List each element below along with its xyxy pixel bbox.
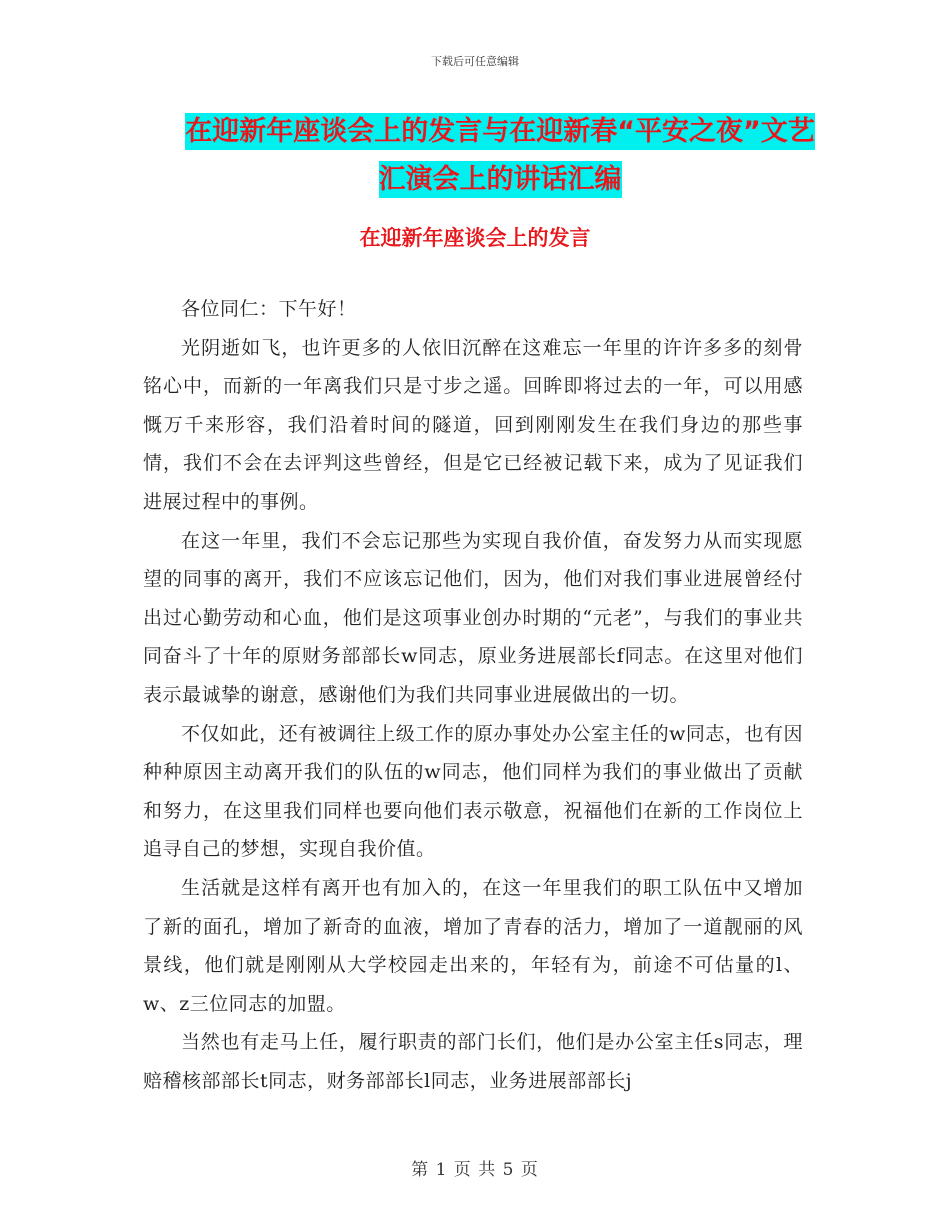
paragraph: 当然也有走马上任，履行职责的部门长们，他们是办公室主任s同志，理赔稽核部部长t同志，财务部部长l同志，业务进展部部长j	[143, 1031, 803, 1092]
paragraph: 在这一年里，我们不会忘记那些为实现自我价值，奋发努力从而实现愿望的同事的离开，我们不应该忘记他们，因为，他们对我们事业进展曾经付出过心勤劳动和心血，他们是这项事业创办时期的“元老”，与我们的事业共同奋斗了十年的原财务部部长w同志，原业务进展部长f同志。在这里对他们表示最诚挚的谢意，感谢他们为我们共同事业进展做出的一切。	[143, 529, 803, 706]
header-note: 下载后可任意编辑	[431, 55, 519, 68]
document-body	[143, 290, 803, 1100]
paragraph: 光阴逝如飞，也许更多的人依旧沉醉在这难忘一年里的许许多多的刻骨铭心中，而新的一年离我们只是寸步之遥。回眸即将过去的一年，可以用感慨万千来形容，我们沿着时间的隧道，回到刚刚发生在我们身边的那些事情，我们不会在去评判这些曾经，但是它已经被记载下来，成为了见证我们进展过程中的事例。	[143, 336, 803, 513]
document-title-text: 在迎新年座谈会上的发言与在迎新春“平安之夜”文艺汇演会上的讲话汇编	[185, 113, 815, 198]
paragraph: 不仅如此，还有被调往上级工作的原办事处办公室主任的w同志，也有因种种原因主动离开我们的队伍的w同志，他们同样为我们的事业做出了贡献和努力，在这里我们同样也要向他们表示敬意，祝福他们在新的工作岗位上追寻自己的梦想，实现自我价值。	[143, 722, 803, 861]
paragraph: 生活就是这样有离开也有加入的，在这一年里我们的职工队伍中又增加了新的面孔，增加了新奇的血液，增加了青春的活力，增加了一道靓丽的风景线，他们就是刚刚从大学校园走出来的，年轻有为，前途不可估量的l、w、z三位同志的加盟。	[143, 876, 803, 1015]
page-number: 第 1 页 共 5 页	[411, 1160, 539, 1180]
paragraph-greeting: 各位同仁：下午好！	[181, 298, 357, 320]
document-title	[180, 108, 820, 204]
section-title: 在迎新年座谈会上的发言	[359, 226, 591, 250]
